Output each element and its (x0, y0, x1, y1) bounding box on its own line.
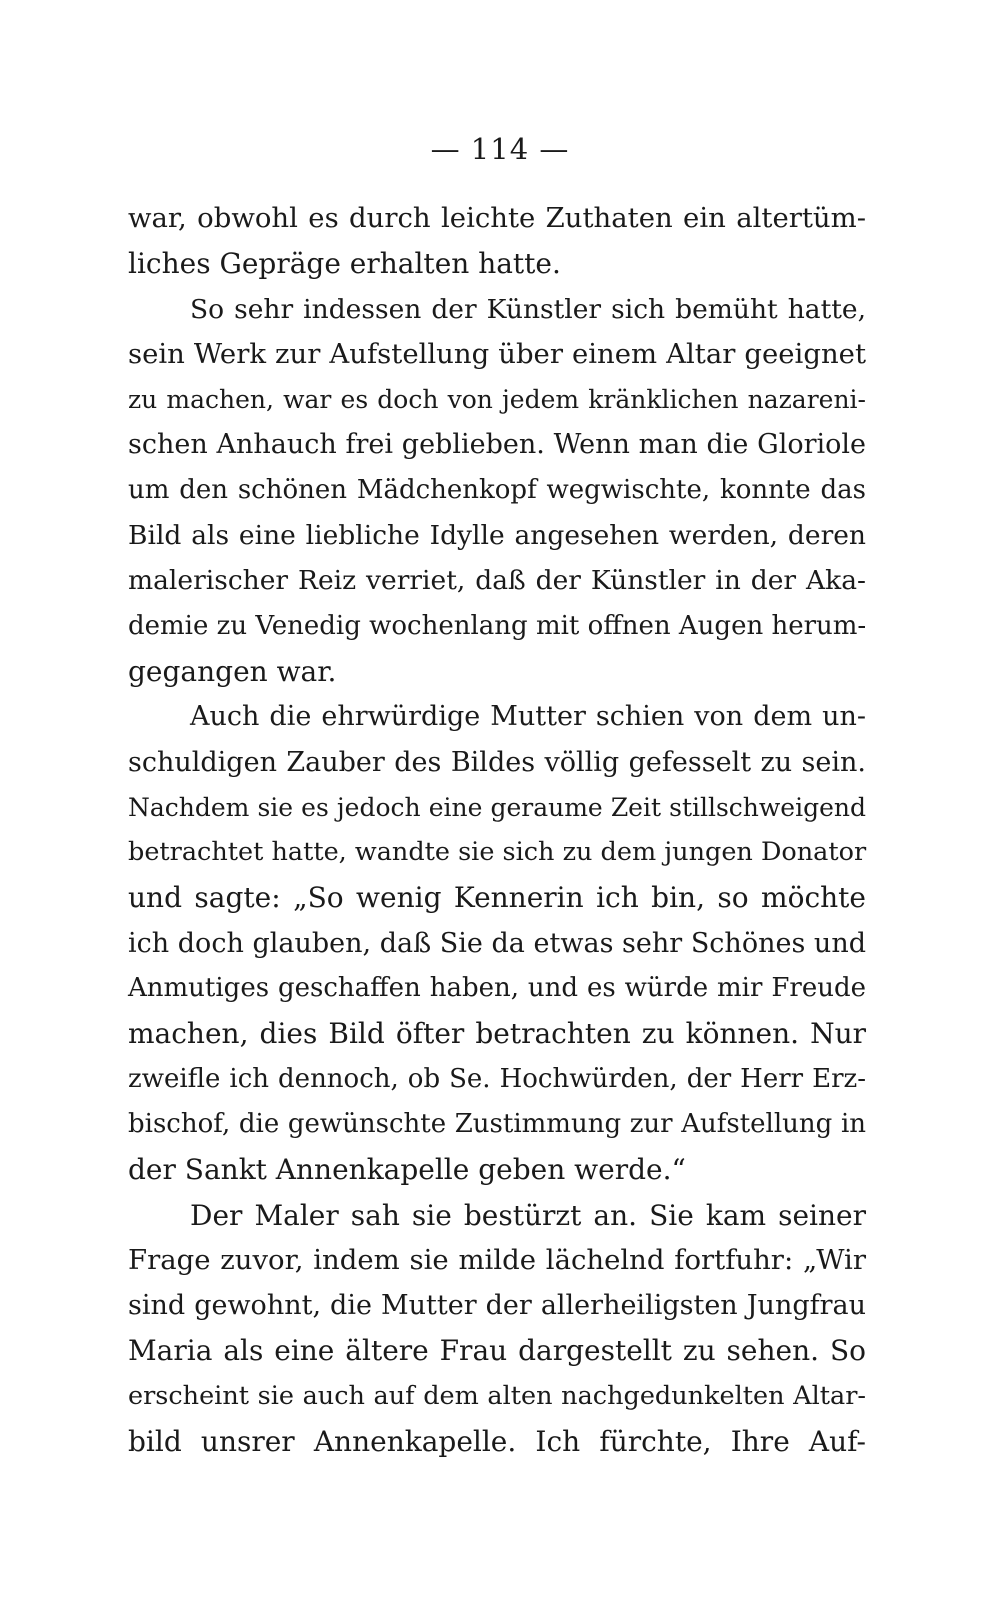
text-line: betrachtet hatte, wandte sie sich zu dem jungen Donator (128, 837, 867, 868)
text-line: schuldigen Zauber des Bildes völlig gefesselt zu sein. (128, 746, 866, 778)
text-line: Der Maler sah sie bestürzt an. Sie kam seiner (190, 1198, 866, 1232)
text-line: gegangen war. (128, 654, 337, 688)
text-line: zweifle ich dennoch, ob Se. Hochwürden, der Herr Erz- (128, 1063, 866, 1094)
text-line: bischof, die gewünschte Zustimmung zur Aufstellung in (128, 1108, 866, 1139)
text-line: sein Werk zur Aufstellung über einem Altar geeignet (128, 337, 866, 370)
text-line: zu machen, war es doch von jedem kränklichen nazareni- (128, 385, 866, 415)
text-line: ich doch glauben, daß Sie da etwas sehr Schönes und (128, 927, 866, 959)
text-line: Bild als eine liebliche Idylle angesehen werden, deren (128, 520, 866, 552)
text-line: um den schönen Mädchenkopf wegwischte, konnte das (128, 474, 866, 505)
body-text (128, 196, 866, 1464)
text-line: malerischer Reiz verriet, daß der Künstler in der Aka- (128, 565, 866, 597)
text-line: liches Gepräge erhalten hatte. (128, 247, 561, 281)
text-line: Frage zuvor, indem sie milde lächelnd fortfuhr: „Wir (128, 1243, 866, 1276)
text-line: Auch die ehrwürdige Mutter schien von dem un- (190, 701, 866, 733)
text-line: schen Anhauch frei geblieben. Wenn man die Gloriole (128, 429, 866, 461)
text-line: war, obwohl es durch leichte Zuthaten ein altertüm- (128, 202, 866, 234)
text-line: sind gewohnt, die Mutter der allerheiligsten Jungfrau (128, 1290, 866, 1322)
page-number: — 114 — (430, 132, 570, 166)
text-line: Maria als eine ältere Frau dargestellt zu sehen. So (128, 1334, 866, 1368)
text-line: So sehr indessen der Künstler sich bemüht hatte, (190, 293, 866, 325)
text-line: bild unsrer Annenkapelle. Ich fürchte, Ihre Auf- (128, 1425, 866, 1459)
text-line: der Sankt Annenkapelle geben werde.“ (128, 1153, 686, 1187)
text-line: und sagte: „So wenig Kennerin ich bin, so möchte (128, 881, 866, 915)
text-line: demie zu Venedig wochenlang mit offnen Augen herum- (128, 610, 867, 641)
text-line: erscheint sie auch auf dem alten nachgedunkelten Altar- (128, 1380, 866, 1411)
text-line: Anmutiges geschaffen haben, und es würde mir Freude (128, 973, 866, 1004)
text-line: machen, dies Bild öfter betrachten zu können. Nur (128, 1017, 866, 1051)
text-line: Nachdem sie es jedoch eine geraume Zeit stillschweigend (128, 792, 866, 822)
